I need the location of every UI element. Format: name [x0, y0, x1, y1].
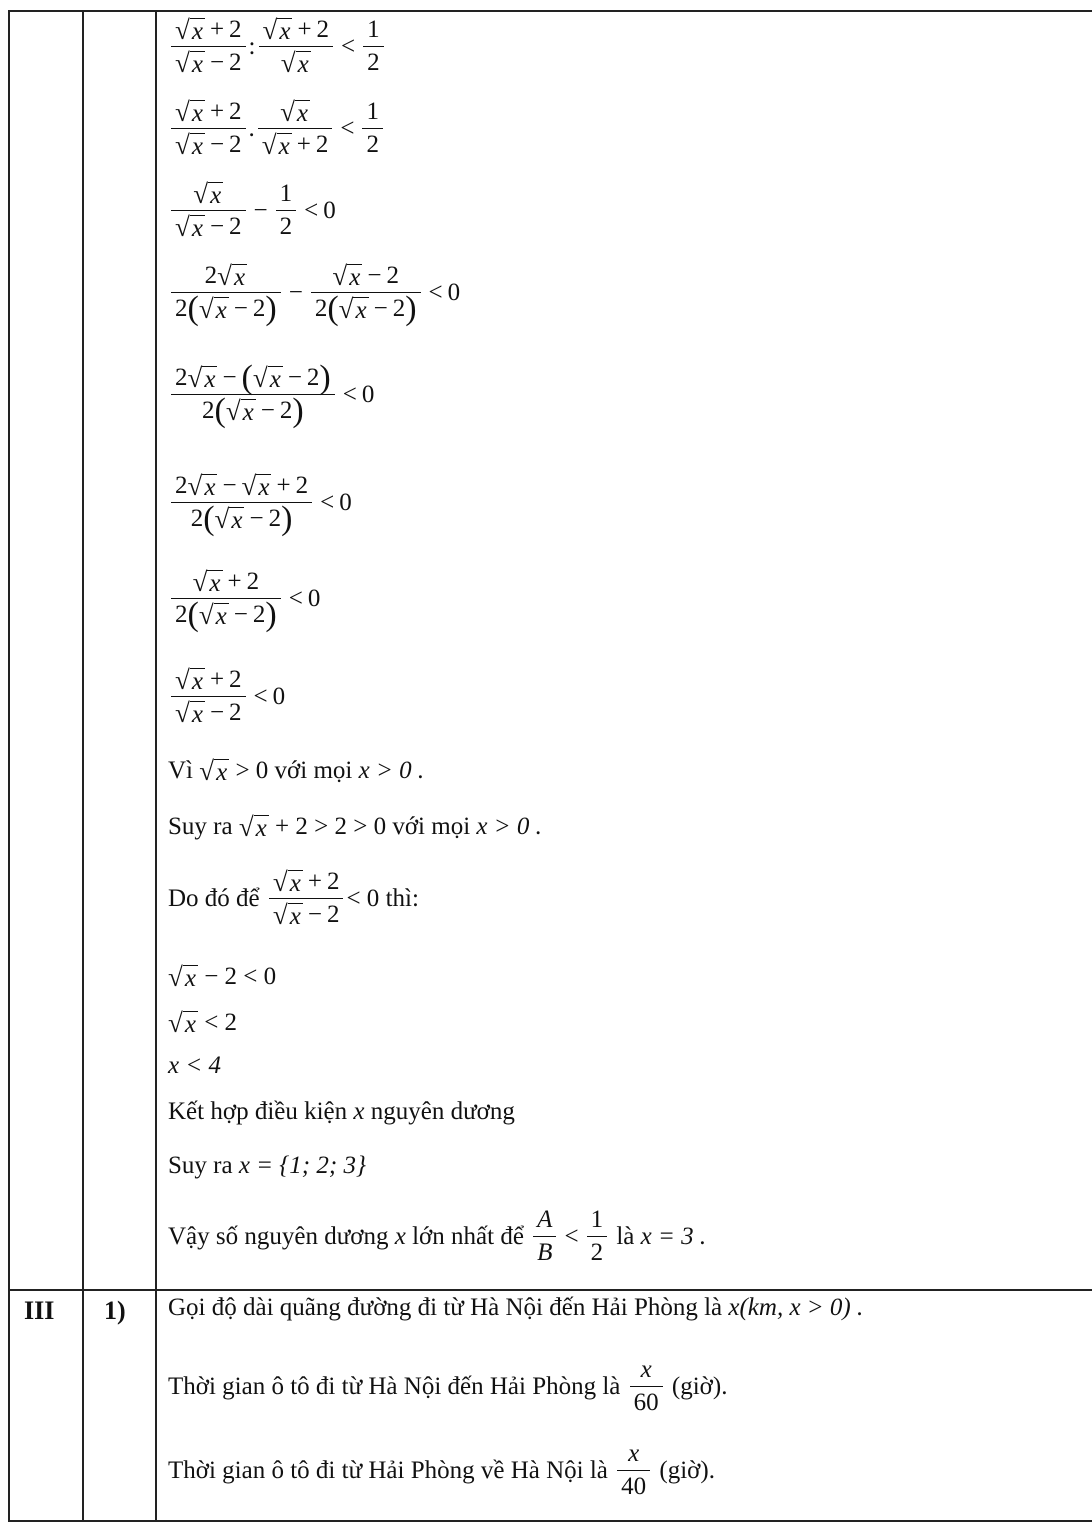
step-2: √ x + 2 √ x − 2 . √ x √ x + 2 < $\frac{1}{2}$ [168, 96, 386, 161]
ineq-2: √ x < 2 [168, 1008, 238, 1038]
part-label: 1) [104, 1296, 126, 1325]
ineq-1: √ x − 2 < 0 [168, 962, 277, 992]
line-suy-ra-1: Suy ra √ x + 2 > 2 > 0 với mọi x > 0 . [168, 812, 542, 842]
step-5: 2 √ x − ( √ x − 2 ) 2 ( √ x − 2 ) < 0 [168, 362, 374, 427]
part-three-line-1: Gọi độ dài quãng đường đi từ Hà Nội đến Hải Phòng là x(km, x > 0) . [168, 1294, 864, 1321]
ineq-3: x < 4 [168, 1052, 221, 1079]
line-ket-hop: Kết hợp điều kiện x nguyên dương [168, 1098, 515, 1125]
line-suy-ra-2: Suy ra x = {1; 2; 3} [168, 1152, 366, 1179]
fraction: $\frac{1}{2}$ [363, 14, 384, 79]
fraction: √ x + 2 √ x − 2 [171, 14, 246, 79]
part-three-line-3: Thời gian ô tô đi từ Hải Phòng về Hà Nội là $\frac{x}{40}$ (giờ). [168, 1440, 715, 1500]
step-6: 2 √ x − √ x + 2 2 ( √ x − 2 ) < 0 [168, 470, 352, 535]
step-3: √ x √ x − 2 − $\frac{1}{2}$ < 0 [168, 178, 336, 243]
part-three-line-2: Thời gian ô tô đi từ Hà Nội đến Hải Phòng là $\frac{x}{60}$ (giờ). [168, 1356, 728, 1416]
line-vay: Vậy số nguyên dương x lớn nhất để $\frac{A}{B}$ < $\frac{1}{2}$ là x = 3 . [168, 1206, 707, 1266]
column-divider-1 [82, 12, 84, 1520]
step-4: 2 √ x 2 ( √ x − 2 ) − √ x − 2 2 ( √ x − 2 ) < 0 [168, 260, 460, 325]
section-label: III [24, 1296, 55, 1325]
row-divider [10, 1289, 1092, 1291]
step-8: √ x + 2 √ x − 2 < 0 [168, 664, 285, 729]
line-do-do: Do đó để √ x + 2 √ x − 2 < 0 thì: [168, 867, 419, 930]
step-7: √ x + 2 2 ( √ x − 2 ) < 0 [168, 566, 320, 631]
fraction: √ x + 2 √ x [259, 14, 334, 79]
column-divider-2 [155, 12, 157, 1520]
line-vi: Vì √ x > 0 với mọi x > 0 . [168, 756, 425, 786]
step-1: √ x + 2 √ x − 2 : √ x + 2 √ x < $\frac{1}{2}$ [168, 14, 387, 79]
